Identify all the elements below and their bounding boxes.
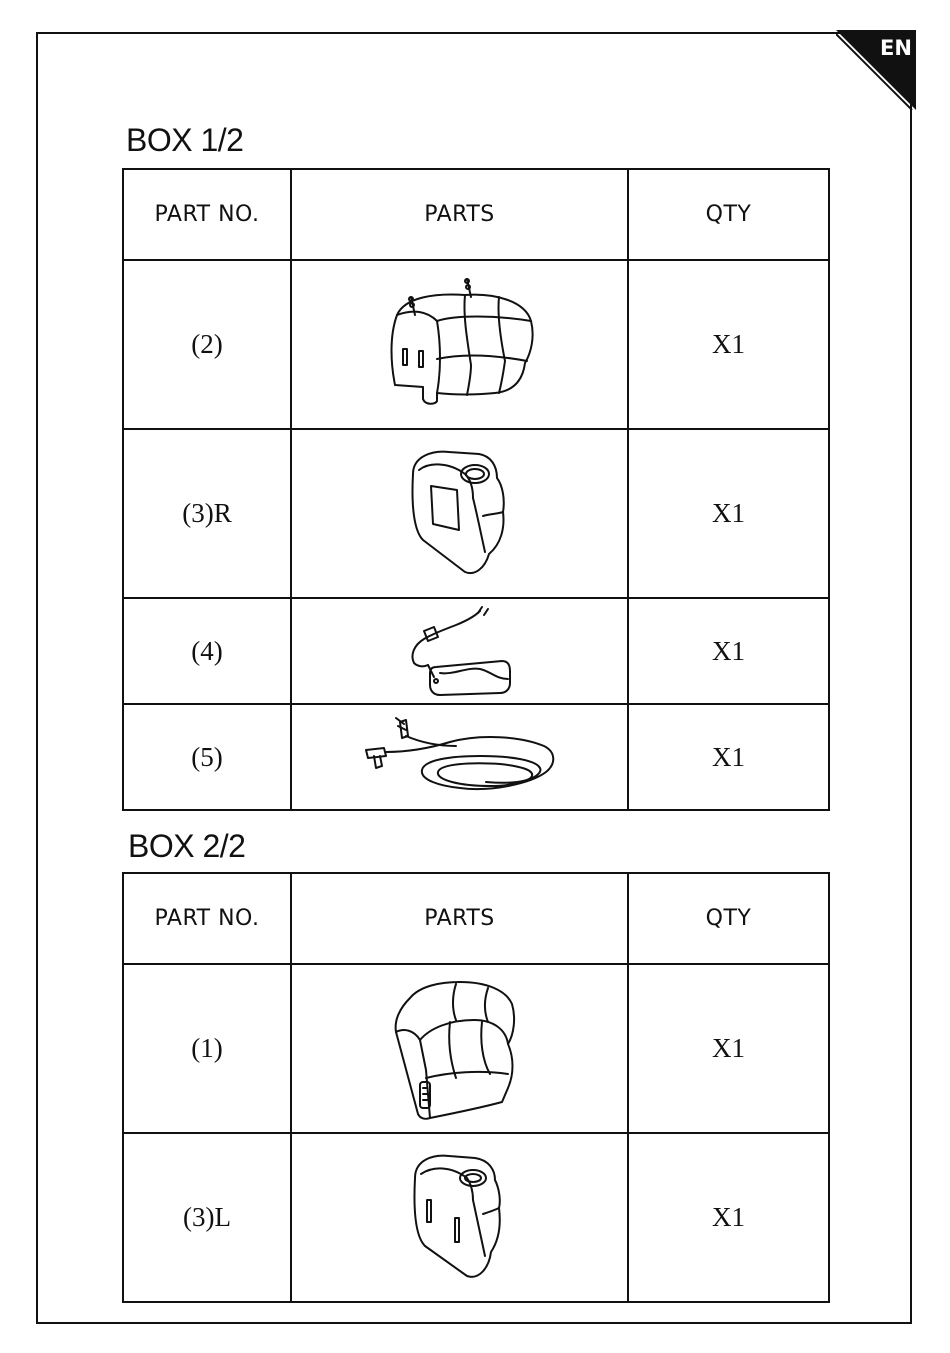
language-label: EN bbox=[880, 36, 912, 60]
table-row bbox=[123, 1133, 829, 1302]
box-2-title: BOX 2/2 bbox=[128, 828, 246, 864]
part-quantity: X1 bbox=[628, 260, 829, 429]
part-image-cell bbox=[291, 429, 628, 598]
table-row bbox=[123, 260, 829, 429]
table-row bbox=[123, 598, 829, 704]
table-row bbox=[123, 429, 829, 598]
table-header-row bbox=[123, 169, 829, 260]
power-adapter-icon bbox=[400, 603, 520, 699]
part-number: (3)R bbox=[123, 429, 291, 598]
part-number: (1) bbox=[123, 964, 291, 1133]
part-number: (5) bbox=[123, 704, 291, 810]
part-quantity: X1 bbox=[628, 964, 829, 1133]
part-image-cell bbox=[291, 704, 628, 810]
part-image-cell bbox=[291, 1133, 628, 1302]
header-qty: QTY bbox=[628, 169, 829, 260]
part-image-cell bbox=[291, 964, 628, 1133]
header-parts: PARTS bbox=[291, 873, 628, 964]
part-number: (2) bbox=[123, 260, 291, 429]
box-2-parts-table bbox=[122, 872, 830, 1303]
right-armrest-icon bbox=[405, 444, 515, 584]
left-armrest-icon bbox=[405, 1148, 515, 1288]
header-qty: QTY bbox=[628, 873, 829, 964]
seat-cushion-icon bbox=[375, 275, 545, 415]
part-quantity: X1 bbox=[628, 598, 829, 704]
part-image-cell bbox=[291, 598, 628, 704]
box-1-parts-table bbox=[122, 168, 830, 811]
part-quantity: X1 bbox=[628, 429, 829, 598]
backrest-icon bbox=[390, 974, 530, 1124]
header-part-no: PART NO. bbox=[123, 169, 291, 260]
part-quantity: X1 bbox=[628, 704, 829, 810]
header-parts: PARTS bbox=[291, 169, 628, 260]
header-part-no: PART NO. bbox=[123, 873, 291, 964]
part-number: (3)L bbox=[123, 1133, 291, 1302]
power-cord-icon bbox=[360, 712, 560, 802]
table-row bbox=[123, 964, 829, 1133]
table-row bbox=[123, 704, 829, 810]
part-number: (4) bbox=[123, 598, 291, 704]
table-header-row bbox=[123, 873, 829, 964]
part-image-cell bbox=[291, 260, 628, 429]
box-1-title: BOX 1/2 bbox=[126, 122, 244, 158]
part-quantity: X1 bbox=[628, 1133, 829, 1302]
